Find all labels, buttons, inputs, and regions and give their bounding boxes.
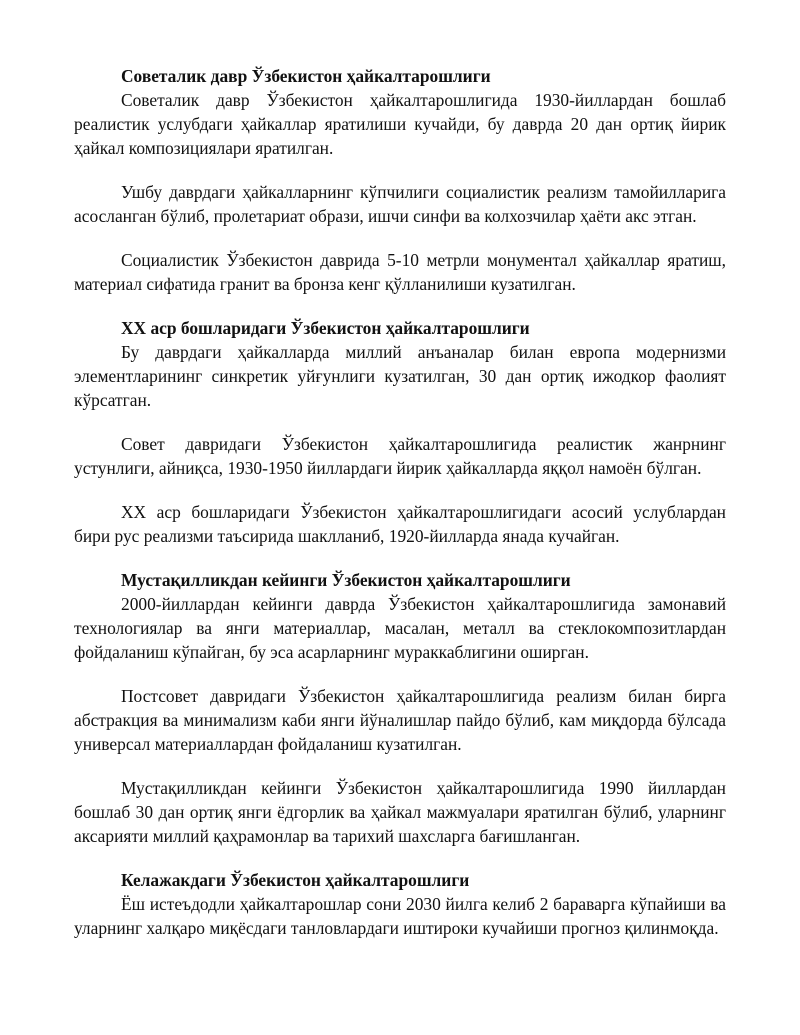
paragraph: Социалистик Ўзбекистон даврида 5-10 метрли монументал ҳайкаллар яратиш, материал сифатида гранит ва бронза кенг қўлланилиши кузатилган. [74,250,726,294]
paragraph: Совет давридаги Ўзбекистон ҳайкалтарошлигида реалистик жанрнинг устунлиги, айниқса, 1930-1950 йиллардаги йирик ҳайкалларда яққол намоён бўлган. [74,434,726,478]
paragraph: Бу даврдаги ҳайкалларда миллий анъаналар билан европа модернизми элементларининг синкретик уйғунлиги кузатилган, 30 дан ортиқ ижодкор фаолият кўрсатган. [74,342,726,410]
section-future [74,868,726,940]
paragraph: Мустақилликдан кейинги Ўзбекистон ҳайкалтарошлигида 1990 йиллардан бошлаб 30 дан ортиқ янги ёдгорлик ва ҳайкал мажмуалари яратилган бўлиб, уларнинг аксарияти миллий қаҳрамонлар ва тарихий шахсларга бағишланган. [74,778,726,846]
paragraph: Ушбу даврдаги ҳайкалларнинг кўпчилиги социалистик реализм тамойилларига асосланган бўлиб, пролетариат образи, ишчи синфи ва колхозчилар ҳаёти акс этган. [74,182,726,226]
paragraph: 2000-йиллардан кейинги даврда Ўзбекистон ҳайкалтарошлигида замонавий технологиялар ва янги материаллар, масалан, металл ва стеклокомпозитлардан фойдаланиш кўпайган, бу эса асарларнинг мураккаблигини оширган. [74,594,726,662]
section-post-independence [74,568,726,848]
section-heading: XX аср бошларидаги Ўзбекистон ҳайкалтарошлиги [121,318,530,338]
section-heading: Советалик давр Ўзбекистон ҳайкалтарошлиги [121,66,491,86]
paragraph: Советалик давр Ўзбекистон ҳайкалтарошлигида 1930-йиллардан бошлаб реалистик услубдаги ҳайкаллар яратилиши кучайди, бу даврда 20 дан ортиқ йирик ҳайкал композициялари яратилган. [74,90,726,158]
section-heading: Келажакдаги Ўзбекистон ҳайкалтарошлиги [121,870,470,890]
paragraph: Ёш истеъдодли ҳайкалтарошлар сони 2030 йилга келиб 2 бараварга кўпайиши ва уларнинг халқаро миқёсдаги танловлардаги иштироки кучайиши прогноз қилинмоқда. [74,894,726,938]
paragraph: Постсовет давридаги Ўзбекистон ҳайкалтарошлигида реализм билан бирга абстракция ва минимализм каби янги йўналишлар пайдо бўлиб, кам миқдорда бўлсада универсал материаллардан фойдаланиш кузатилган. [74,686,726,754]
section-heading: Мустақилликдан кейинги Ўзбекистон ҳайкалтарошлиги [121,570,571,590]
section-early-20th-century [74,316,726,548]
section-soviet-era [74,64,726,296]
document-page [74,64,726,940]
paragraph: XX аср бошларидаги Ўзбекистон ҳайкалтарошлигидаги асосий услублардан бири рус реализми таъсирида шаклланиб, 1920-йилларда янада кучайган. [74,502,726,546]
